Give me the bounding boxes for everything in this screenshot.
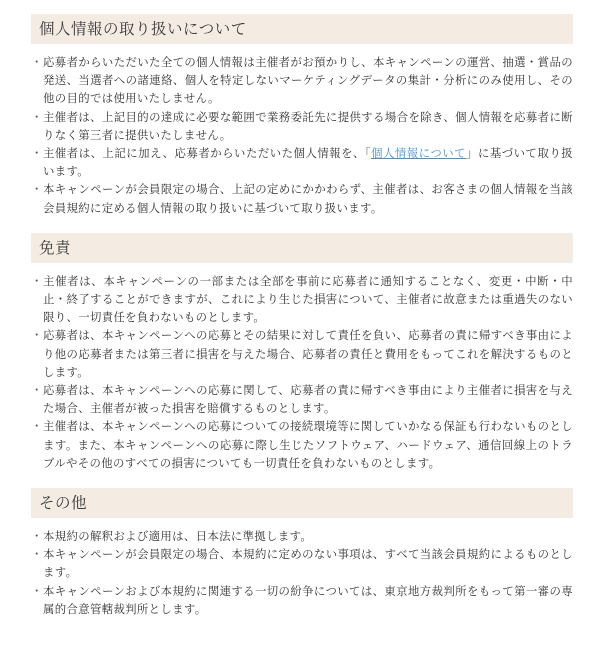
list-item-text: 本キャンペーンが会員限定の場合、本規約に定めのない事項は、すべて当該会員規約によるものとします。 — [43, 547, 573, 580]
disclaimer-section — [31, 233, 573, 472]
list-item — [31, 545, 573, 581]
list-item — [31, 582, 573, 618]
list-item — [31, 326, 573, 381]
disclaimer-section-title: 免責 — [31, 233, 573, 263]
bullet: ・ — [31, 182, 43, 197]
list-item — [31, 180, 573, 216]
list-item — [31, 381, 573, 417]
list-item-text: 本キャンペーンおよび本規約に関連する一切の紛争については、東京地方裁判所をもって第一審の専属的合意管轄裁判所とします。 — [43, 583, 573, 616]
bullet: ・ — [31, 273, 43, 288]
other-list — [31, 527, 573, 618]
bullet: ・ — [31, 419, 43, 434]
list-item-text: 応募者は、本キャンペーンへの応募に関して、応募者の責に帰すべき事由により主催者に損害を与えた場合、主催者が被った損害を賠償するものとします。 — [43, 383, 573, 416]
bullet: ・ — [31, 146, 43, 161]
list-item — [31, 527, 573, 545]
list-item-text: 本規約の解釈および適用は、日本法に準拠します。 — [43, 529, 313, 544]
list-item-text: 主催者は、本キャンペーンの一部または全部を事前に応募者に通知することなく、変更・中断・中止・終了することができますが、これにより生じた損害について、主催者に故意または重過失のない限り、一切責任を負わないものとします。 — [43, 273, 573, 325]
bullet: ・ — [31, 109, 43, 124]
list-item — [31, 53, 573, 108]
bullet: ・ — [31, 328, 43, 343]
bullet: ・ — [31, 383, 43, 398]
list-item-text: 本キャンペーンが会員限定の場合、上記の定めにかかわらず、主催者は、お客さまの個人情報を当該会員規約に定める個人情報の取り扱いに基づいて取り扱います。 — [43, 182, 573, 215]
privacy-policy-link[interactable]: 個人情報について — [371, 146, 467, 161]
other-section — [31, 488, 573, 618]
list-item — [31, 417, 573, 472]
bullet: ・ — [31, 583, 43, 598]
privacy-section — [31, 14, 573, 217]
privacy-section-title: 個人情報の取り扱いについて — [31, 14, 573, 44]
disclaimer-list — [31, 272, 573, 472]
list-item-text: 応募者は、本キャンペーンへの応募とその結果に対して責任を負い、応募者の責に帰すべき事由により他の応募者または第三者に損害を与えた場合、応募者の責任と費用をもってこれを解決するものとします。 — [43, 328, 573, 379]
list-item-text: 主催者は、上記目的の達成に必要な範囲で業務委託先に提供する場合を除き、個人情報を応募者に断りなく第三者に提供いたしません。 — [43, 109, 573, 142]
privacy-list — [31, 53, 573, 217]
list-item-text-after: 」に基づいて取り扱います。 — [43, 146, 573, 179]
list-item — [31, 272, 573, 327]
bullet: ・ — [31, 55, 43, 69]
list-item-text-before: 主催者は、上記に加え、応募者からいただいた個人情報を、「 — [43, 146, 372, 161]
bullet: ・ — [31, 547, 43, 562]
bullet: ・ — [31, 529, 43, 544]
list-item — [31, 108, 573, 144]
list-item-text: 主催者は、本キャンペーンへの応募についての接続環境等に関していかなる保証も行わないものとします。また、本キャンペーンへの応募に際し生じたソフトウェア、ハードウェア、通信回線上のトラブルやその他のすべての損害についても一切責任を負わないものとします。 — [43, 419, 573, 470]
list-item-text: 応募者からいただいた全ての個人情報は主催者がお預かりし、本キャンペーンの運営、抽選・賞品の発送、当選者への諸連絡、個人を特定しないマーケティングデータの集計・分析にのみ使用し、その他の目的では使用いたしません。 — [43, 55, 573, 106]
other-section-title: その他 — [31, 488, 573, 518]
list-item — [31, 144, 573, 180]
